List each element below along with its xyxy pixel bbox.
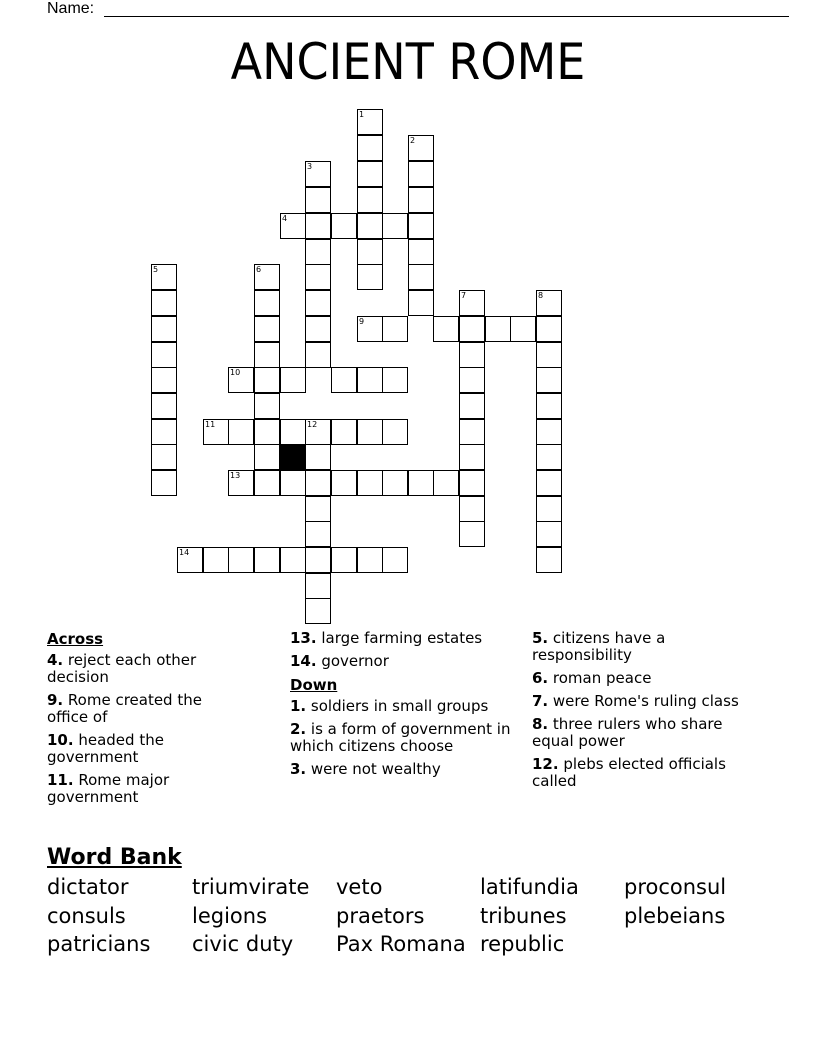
page-title: ANCIENT ROME: [230, 33, 586, 91]
crossword-cell[interactable]: [305, 290, 331, 316]
clue-number: 7.: [532, 692, 549, 710]
crossword-cell[interactable]: [228, 419, 254, 445]
clue-text: were not wealthy: [306, 760, 441, 778]
crossword-cell[interactable]: [254, 419, 280, 445]
clue-text: roman peace: [548, 669, 652, 687]
word-bank-item: latifundia: [480, 875, 579, 899]
crossword-cell[interactable]: [408, 239, 434, 265]
crossword-cell[interactable]: [433, 470, 459, 496]
clue-number: 2.: [290, 720, 307, 738]
clue-number: 5: [153, 265, 159, 274]
clue-number: 9: [359, 317, 365, 326]
crossword-cell[interactable]: [408, 213, 434, 239]
crossword-cell[interactable]: [151, 444, 177, 470]
crossword-cell[interactable]: [357, 161, 383, 187]
crossword-cell[interactable]: [536, 316, 562, 342]
crossword-cell[interactable]: [331, 547, 357, 573]
clue-text: were Rome's ruling class: [548, 692, 739, 710]
crossword-cell[interactable]: [331, 470, 357, 496]
crossword-cell[interactable]: [254, 264, 280, 290]
clue-number: 14: [179, 548, 190, 557]
clue-number: 12.: [532, 755, 559, 773]
word-bank-item: republic: [480, 932, 565, 956]
crossword-cell[interactable]: [536, 290, 562, 316]
word-bank-item: legions: [192, 904, 268, 928]
crossword-cell[interactable]: [254, 316, 280, 342]
crossword-cell[interactable]: [280, 470, 306, 496]
clue-column-1: [47, 630, 237, 812]
crossword-cell[interactable]: [305, 213, 331, 239]
crossword-cell[interactable]: [305, 419, 331, 445]
crossword-cell[interactable]: [459, 496, 485, 522]
clue-number: 2: [410, 136, 416, 145]
clue-number: 12: [307, 420, 318, 429]
crossword-cell[interactable]: [357, 213, 383, 239]
clue: [290, 630, 530, 647]
crossword-cell[interactable]: [280, 547, 306, 573]
crossword-cell[interactable]: [254, 367, 280, 393]
crossword-cell[interactable]: [151, 470, 177, 496]
clue-column-3: [532, 630, 757, 796]
clue-number: 11: [205, 420, 216, 429]
crossword-cell[interactable]: [305, 496, 331, 522]
crossword-cell[interactable]: [151, 264, 177, 290]
clue: [532, 756, 757, 790]
clue: [290, 653, 530, 670]
clue-text: soldiers in small groups: [306, 697, 489, 715]
clue-number: 5.: [532, 629, 549, 647]
crossword-cell[interactable]: [382, 367, 408, 393]
clue-number: 11.: [47, 771, 74, 789]
clue-number: 9.: [47, 691, 64, 709]
crossword-cell[interactable]: [280, 419, 306, 445]
crossword-cell[interactable]: [280, 213, 306, 239]
clue-number: 14.: [290, 652, 317, 670]
clue-number: 1.: [290, 697, 307, 715]
crossword-cell[interactable]: [536, 393, 562, 419]
crossword-cell[interactable]: [151, 393, 177, 419]
crossword-cell[interactable]: [357, 419, 383, 445]
crossword-cell[interactable]: [357, 367, 383, 393]
crossword-cell[interactable]: [305, 342, 331, 368]
crossword-cell[interactable]: [228, 470, 254, 496]
clue-number: 8: [538, 291, 544, 300]
crossword-cell[interactable]: [433, 316, 459, 342]
crossword-cell[interactable]: [382, 213, 408, 239]
crossword-cell[interactable]: [408, 470, 434, 496]
crossword-cell[interactable]: [305, 316, 331, 342]
crossword-cell[interactable]: [305, 444, 331, 470]
clue-text: reject each other decision: [47, 651, 197, 686]
crossword-cell[interactable]: [331, 419, 357, 445]
word-bank-item: veto: [336, 875, 383, 899]
crossword-cell[interactable]: [203, 547, 229, 573]
crossword-cell[interactable]: [254, 444, 280, 470]
crossword-cell[interactable]: [280, 367, 306, 393]
crossword-cell[interactable]: [228, 547, 254, 573]
crossword-cell[interactable]: [254, 393, 280, 419]
crossword-cell[interactable]: [151, 342, 177, 368]
crossword-cell[interactable]: [151, 367, 177, 393]
crossword-cell[interactable]: [203, 419, 229, 445]
clue: [47, 692, 237, 726]
word-bank-item: civic duty: [192, 932, 294, 956]
crossword-cell[interactable]: [536, 444, 562, 470]
word-bank-item: proconsul: [624, 875, 727, 899]
clue-text: governor: [316, 652, 389, 670]
word-bank-item: dictator: [47, 875, 129, 899]
clue-text: Rome created the office of: [47, 691, 202, 726]
crossword-cell[interactable]: [536, 367, 562, 393]
clue-number: 13.: [290, 629, 317, 647]
crossword-cell[interactable]: [459, 470, 485, 496]
crossword-cell[interactable]: [305, 187, 331, 213]
crossword-cell[interactable]: [408, 264, 434, 290]
crossword-cell[interactable]: [459, 316, 485, 342]
crossword-cell[interactable]: [254, 470, 280, 496]
word-bank-item: Pax Romana: [336, 932, 466, 956]
crossword-cell[interactable]: [536, 419, 562, 445]
clue-number: 7: [461, 291, 467, 300]
crossword-cell[interactable]: [331, 367, 357, 393]
clue: [532, 693, 757, 710]
crossword-cell[interactable]: [459, 290, 485, 316]
crossword-cell[interactable]: [357, 135, 383, 161]
crossword-cell[interactable]: [459, 521, 485, 547]
crossword-cell[interactable]: [254, 290, 280, 316]
clue: [47, 732, 237, 766]
crossword-cell[interactable]: [357, 239, 383, 265]
word-bank-item: consuls: [47, 904, 126, 928]
word-bank-item: triumvirate: [192, 875, 310, 899]
clue-number: 6: [256, 265, 262, 274]
crossword-cell[interactable]: [536, 342, 562, 368]
crossword-cell[interactable]: [459, 444, 485, 470]
word-bank-item: praetors: [336, 904, 425, 928]
crossword-cell[interactable]: [357, 264, 383, 290]
crossword-cell[interactable]: [254, 547, 280, 573]
crossword-cell[interactable]: [305, 547, 331, 573]
clue-number: 8.: [532, 715, 549, 733]
clue-number: 10: [230, 368, 241, 377]
crossword-cell[interactable]: [305, 598, 331, 624]
crossword-cell[interactable]: [305, 239, 331, 265]
crossword-cell[interactable]: [151, 419, 177, 445]
name-label: Name:: [47, 0, 95, 17]
crossword-cell[interactable]: [382, 470, 408, 496]
clue: [290, 721, 530, 755]
clue: [290, 761, 530, 778]
clue-text: large farming estates: [316, 629, 483, 647]
crossword-cell[interactable]: [357, 470, 383, 496]
down-header: Down: [290, 676, 338, 694]
crossword-cell[interactable]: [254, 342, 280, 368]
crossword-cell[interactable]: [510, 316, 536, 342]
clue-number: 3: [307, 162, 313, 171]
clue-number: 13: [230, 471, 241, 480]
word-bank-item: tribunes: [480, 904, 567, 928]
clue-column-2: [290, 630, 530, 784]
clue-text: is a form of government in which citizens choose: [290, 720, 511, 755]
crossword-cell[interactable]: [305, 521, 331, 547]
crossword-cell[interactable]: [459, 393, 485, 419]
word-bank-title: Word Bank: [47, 845, 182, 870]
clue: [532, 630, 757, 664]
crossword-cell[interactable]: [357, 316, 383, 342]
clue-text: three rulers who share equal power: [532, 715, 723, 750]
crossword-cell[interactable]: [305, 264, 331, 290]
crossword-cell[interactable]: [485, 316, 511, 342]
crossword-cell[interactable]: [357, 109, 383, 135]
crossword-cell[interactable]: [408, 187, 434, 213]
clue: [532, 716, 757, 750]
crossword-cell[interactable]: [408, 290, 434, 316]
crossword-cell[interactable]: [408, 135, 434, 161]
crossword-cell[interactable]: [459, 367, 485, 393]
crossword-cell[interactable]: [305, 573, 331, 599]
crossword-cell[interactable]: [536, 496, 562, 522]
clue-text: citizens have a responsibility: [532, 629, 666, 664]
clue-number: 4.: [47, 651, 64, 669]
crossword-cell[interactable]: [382, 419, 408, 445]
word-bank-item: patricians: [47, 932, 151, 956]
crossword-cell[interactable]: [459, 419, 485, 445]
crossword-cell[interactable]: [177, 547, 203, 573]
clue-number: 1: [359, 110, 365, 119]
clue-number: 10.: [47, 731, 74, 749]
crossword-cell[interactable]: [536, 521, 562, 547]
clue-text: plebs elected officials called: [532, 755, 726, 790]
crossword-cell[interactable]: [305, 161, 331, 187]
crossword-cell[interactable]: [331, 213, 357, 239]
crossword-cell[interactable]: [408, 161, 434, 187]
crossword-cell[interactable]: [357, 547, 383, 573]
crossword-cell[interactable]: [357, 187, 383, 213]
crossword-cell[interactable]: [151, 316, 177, 342]
clue: [47, 772, 237, 806]
clue-number: 4: [282, 214, 288, 223]
crossword-cell[interactable]: [151, 290, 177, 316]
crossword-cell[interactable]: [382, 316, 408, 342]
clue-text: headed the government: [47, 731, 164, 766]
clue-number: 6.: [532, 669, 549, 687]
clue: [290, 698, 530, 715]
clue: [532, 670, 757, 687]
crossword-cell[interactable]: [228, 367, 254, 393]
crossword-cell[interactable]: [305, 470, 331, 496]
crossword-cell[interactable]: [536, 547, 562, 573]
across-header: Across: [47, 630, 104, 648]
clue: [47, 652, 237, 686]
crossword-cell[interactable]: [382, 547, 408, 573]
crossword-cell[interactable]: [536, 470, 562, 496]
clue-number: 3.: [290, 760, 307, 778]
word-bank-item: plebeians: [624, 904, 726, 928]
clue-text: Rome major government: [47, 771, 170, 806]
black-square: [280, 444, 306, 470]
crossword-cell[interactable]: [459, 342, 485, 368]
